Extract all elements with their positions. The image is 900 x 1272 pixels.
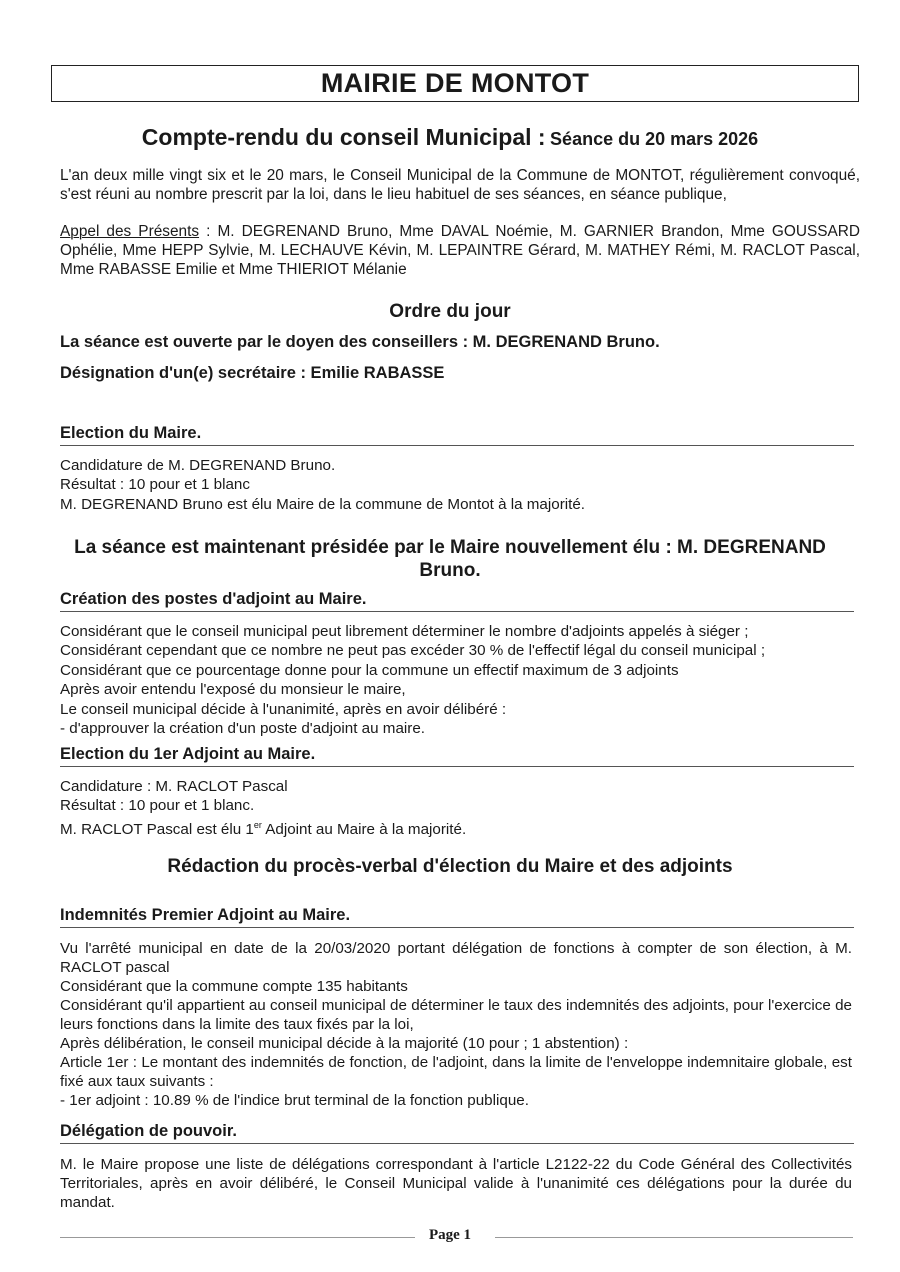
body-line: Résultat : 10 pour et 1 blanc (60, 476, 250, 494)
indemnites-body (60, 939, 852, 1110)
body-text: Adjoint au Maire à la majorité. (261, 820, 467, 838)
mairie-title-box (51, 65, 859, 102)
body-paragraph: - 1er adjoint : 10.89 % de l'indice brut terminal de la fonction publique. (60, 1092, 529, 1109)
intro-paragraph: L'an deux mille vingt six et le 20 mars, le Conseil Municipal de la Commune de MONTOT, régulièrement convoqué, s'est réuni au nombre prescrit par la loi, dans le lieu habituel de ses séances, en séance publique, (60, 167, 860, 203)
body-line: Résultat : 10 pour et 1 blanc. (60, 797, 255, 815)
election-adjoint-heading (60, 745, 854, 767)
title-main: Compte-rendu du conseil Municipal : (141, 124, 546, 150)
presents-list: : M. DEGRENAND Bruno, Mme DAVAL Noémie, M. GARNIER Brandon, Mme GOUSSARD Ophélie, Mme HEPP Sylvie, M. LECHAUVE Kévin, M. LEPAINTRE Gérard, M. MATHEY Rémi, M. RACLOT Pascal, Mme RABASSE Emilie et Mme THIERIOT Mélanie (60, 223, 860, 278)
body-paragraph: Après délibération, le conseil municipal décide à la majorité (10 pour ; 1 abstention) : (60, 1035, 629, 1052)
election-adjoint-body (60, 777, 855, 839)
delegation-body: M. le Maire propose une liste de délégations correspondant à l'article L2122-22 du Code Général des Collectivités Territoriales, après en avoir délibéré, le Conseil Municipal valide à l'unanimité ces délégations pour la durée du mandat. (60, 1156, 852, 1211)
election-maire-heading-text: Election du Maire. (60, 424, 202, 442)
mairie-title: MAIRIE DE MONTOT (320, 68, 590, 98)
presents-paragraph (60, 222, 860, 279)
election-maire-body (60, 456, 855, 514)
page-number: Page 1 (428, 1227, 472, 1243)
indemnites-heading-text: Indemnités Premier Adjoint au Maire. (60, 906, 351, 924)
body-paragraph: Article 1er : Le montant des indemnités de fonction, de l'adjoint, dans la limite de l'enveloppe indemnitaire globale, est fixé aux taux suivants : (60, 1054, 852, 1090)
presided-heading: La séance est maintenant présidée par le Maire nouvellement élu : M. DEGRENAND Bruno. (74, 537, 826, 581)
creation-postes-heading-text: Création des postes d'adjoint au Maire. (60, 590, 367, 608)
indemnites-heading (60, 906, 854, 928)
body-line: Candidature : M. RACLOT Pascal (60, 778, 288, 795)
delegation-heading (60, 1122, 854, 1144)
election-adjoint-heading-text: Election du 1er Adjoint au Maire. (60, 745, 316, 763)
body-paragraph: Considérant que la commune compte 135 habitants (60, 978, 408, 995)
body-line: - d'approuver la création d'un poste d'adjoint au maire. (60, 720, 425, 738)
body-paragraph: Vu l'arrêté municipal en date de la 20/03/2020 portant délégation de fonctions à compter de son élection, à M. RACLOT pascal (60, 940, 852, 976)
body-line: Candidature de M. DEGRENAND Bruno. (60, 457, 336, 474)
creation-postes-heading (60, 590, 854, 612)
page-title (0, 124, 900, 151)
body-line (60, 816, 855, 839)
seance-opened: La séance est ouverte par le doyen des conseillers : M. DEGRENAND Bruno. (60, 333, 660, 351)
creation-postes-body (60, 622, 855, 738)
body-line: Le conseil municipal décide à l'unanimité, après en avoir délibéré : (60, 700, 507, 718)
body-text: M. RACLOT Pascal est élu 1 (60, 820, 254, 838)
ordre-du-jour-heading: Ordre du jour (389, 301, 511, 322)
secretary-designation: Désignation d'un(e) secrétaire : Emilie RABASSE (60, 364, 445, 382)
delegation-heading-text: Délégation de pouvoir. (60, 1122, 237, 1140)
body-line: M. DEGRENAND Bruno est élu Maire de la commune de Montot à la majorité. (60, 495, 586, 513)
body-line: Considérant cependant que ce nombre ne peut pas excéder 30 % de l'effectif légal du conseil municipal ; (60, 642, 766, 660)
body-line: Après avoir entendu l'exposé du monsieur le maire, (60, 681, 406, 699)
redaction-heading: Rédaction du procès-verbal d'élection du Maire et des adjoints (167, 856, 733, 877)
presents-label: Appel des Présents (60, 223, 200, 240)
body-line: Considérant que le conseil municipal peut librement déterminer le nombre d'adjoints appelés à siéger ; (60, 623, 749, 640)
body-paragraph: Considérant qu'il appartient au conseil municipal de déterminer le taux des indemnités des adjoints, pour l'exercice de leurs fonctions dans la limite des taux fixés par la loi, (60, 997, 852, 1033)
ordinal-suffix: er (253, 819, 262, 830)
title-session: Séance du 20 mars 2026 (550, 129, 759, 149)
election-maire-heading (60, 424, 854, 446)
body-line: Considérant que ce pourcentage donne pour la commune un effectif maximum de 3 adjoints (60, 661, 679, 679)
